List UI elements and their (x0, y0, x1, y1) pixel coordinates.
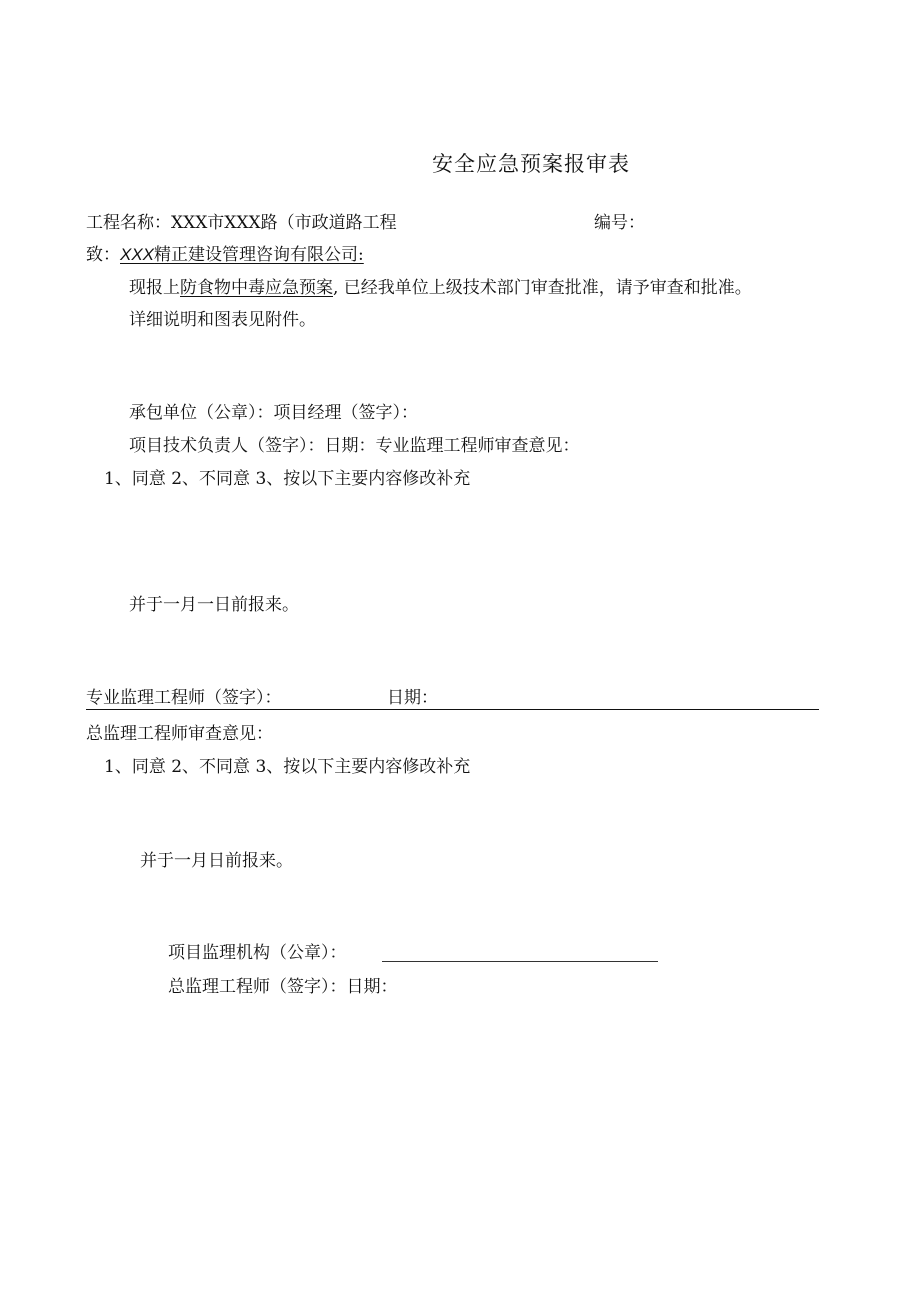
agency-seal-label: 项目监理机构（公章）： (168, 943, 347, 963)
chief-opinion-label: 总监理工程师审查意见： (86, 724, 273, 744)
report-prefix: 现报上 (129, 278, 180, 298)
addressee-company (120, 245, 364, 265)
report-plan-name: 防食物中毒应急预案 (180, 278, 333, 298)
engineer-date-label: 日期： (387, 688, 438, 708)
addressee-company-abbr: XXX (120, 245, 155, 264)
attachment-note: 详细说明和图表见附件。 (129, 310, 316, 330)
project-name-value: XXX市XXX路（市政道路工程 (171, 213, 397, 233)
report-statement (129, 277, 752, 299)
review-options-1: 1、同意 2、不同意 3、按以下主要内容修改补充 (104, 469, 471, 489)
review-options-2: 1、同意 2、不同意 3、按以下主要内容修改补充 (104, 757, 471, 777)
report-suffix: , 已经我单位上级技术部门审查批准，请予审查和批准。 (333, 278, 752, 298)
deadline-note-2: 并于一月日前报来。 (140, 851, 293, 871)
addressee-company-name: 精正建设管理咨询有限公司 (154, 245, 359, 265)
engineer-sign-row (86, 687, 282, 709)
tech-lead-signature-line: 项目技术负责人（签字）：日期：专业监理工程师审查意见： (129, 436, 580, 456)
addressee-colon: : (358, 245, 364, 265)
addressee-label: 致： (86, 245, 120, 265)
project-name-row (86, 212, 397, 234)
addressee-row (86, 244, 364, 266)
chief-sign-line: 总监理工程师（签字）：日期： (168, 977, 398, 997)
page-title: 安全应急预案报审表 (432, 152, 630, 176)
project-name-label: 工程名称： (86, 213, 171, 233)
document-number-label: 编号： (594, 213, 645, 233)
engineer-sign-underline (86, 709, 819, 710)
contractor-signature-line: 承包单位（公章）：项目经理（签字）： (129, 403, 418, 423)
deadline-note-1: 并于一月一日前报来。 (129, 595, 299, 615)
engineer-sign-label: 专业监理工程师（签字）： (86, 688, 282, 708)
agency-seal-underline (382, 961, 658, 962)
